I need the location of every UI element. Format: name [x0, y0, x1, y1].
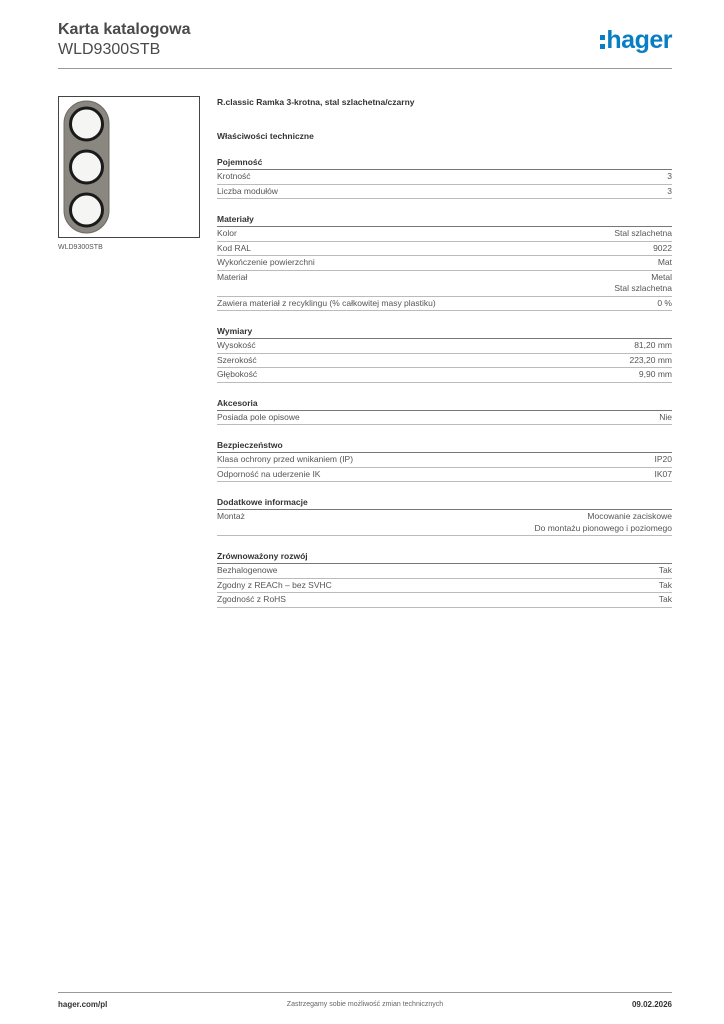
spec-value: IK07 [654, 468, 672, 479]
spec-value: 3 [667, 171, 672, 181]
spec-value: IP20 [654, 454, 672, 464]
footer-date: 09.02.2026 [631, 1000, 672, 1009]
spec-row [217, 227, 672, 242]
spec-label: Kolor [217, 228, 237, 238]
spec-section [217, 397, 672, 426]
spec-label: Posiada pole opisowe [217, 411, 300, 422]
spec-row [217, 564, 672, 579]
footer-disclaimer: Zastrzegamy sobie możliwość zmian technicznych [286, 1001, 444, 1008]
spec-label: Krotność [217, 171, 251, 181]
spec-value: 223,20 mm [629, 354, 672, 365]
spec-value: Metal Stal szlachetna [614, 271, 672, 293]
spec-label: Materiał [217, 271, 248, 282]
section-heading: Pojemność [217, 156, 672, 170]
spec-value: Mocowanie zaciskowe Do montażu pionowego i poziomego [534, 511, 672, 533]
spec-value: Mat [657, 257, 672, 267]
section-heading: Bezpieczeństwo [217, 439, 672, 453]
spec-row [217, 453, 672, 468]
spec-row [217, 468, 672, 483]
spec-row [217, 256, 672, 271]
spec-value: 9022 [653, 242, 672, 253]
spec-label: Bezhalogenowe [217, 565, 278, 575]
spec-label: Głębokość [217, 369, 258, 379]
spec-sections [217, 156, 672, 608]
section-heading: Dodatkowe informacje [217, 496, 672, 510]
spec-row [217, 297, 672, 312]
spec-label: Zgodny z REACh – bez SVHC [217, 579, 332, 590]
spec-label: Liczba modułów [217, 185, 278, 196]
spec-row [217, 185, 672, 200]
spec-row [217, 510, 672, 536]
footer-website-link[interactable]: hager.com/pl [58, 1000, 108, 1009]
spec-value: 9,90 mm [638, 369, 672, 379]
spec-label: Montaż [217, 511, 245, 521]
product-name: R.classic Ramka 3-krotna, stal szlachetna/czarny [217, 97, 415, 107]
spec-row [217, 242, 672, 257]
spec-section [217, 156, 672, 199]
spec-value: Tak [658, 565, 672, 575]
hager-logo [600, 26, 672, 54]
spec-value: 81,20 mm [634, 340, 672, 350]
footer-divider [58, 992, 672, 993]
spec-label: Kod RAL [217, 242, 252, 253]
page-header [58, 20, 672, 70]
spec-row [217, 271, 672, 297]
spec-section [217, 496, 672, 536]
logo-text: hager [606, 26, 672, 54]
spec-row [217, 368, 672, 383]
spec-row [217, 593, 672, 608]
spec-sheet [217, 96, 672, 608]
spec-value: Nie [659, 411, 672, 422]
spec-row [217, 579, 672, 594]
spec-row [217, 411, 672, 426]
product-image [58, 96, 200, 238]
document-title: Karta katalogowa [58, 21, 191, 38]
triple-frame-illustration [59, 97, 199, 237]
product-code: WLD9300STB [58, 41, 161, 58]
spec-value: 0 % [657, 297, 672, 308]
spec-label: Szerokość [217, 354, 257, 365]
spec-row [217, 354, 672, 369]
section-heading: Wymiary [217, 325, 672, 339]
section-heading: Materiały [217, 213, 672, 227]
section-heading: Akcesoria [217, 397, 672, 411]
section-heading: Zrównoważony rozwój [217, 550, 672, 564]
spec-label: Wykończenie powierzchni [217, 257, 315, 267]
header-divider [58, 68, 672, 69]
spec-section [217, 439, 672, 482]
spec-label: Zgodność z RoHS [217, 594, 286, 604]
page-footer [58, 992, 672, 1011]
spec-value: Tak [658, 579, 672, 590]
spec-section [217, 213, 672, 311]
spec-section [217, 550, 672, 608]
image-caption: WLD9300STB [58, 244, 103, 251]
spec-row [217, 339, 672, 354]
spec-label: Klasa ochrony przed wnikaniem (IP) [217, 454, 354, 464]
spec-label: Wysokość [217, 340, 256, 350]
spec-row [217, 170, 672, 185]
technical-properties-heading: Właściwości techniczne [217, 131, 314, 141]
spec-label: Odporność na uderzenie IK [217, 468, 321, 479]
spec-label: Zawiera materiał z recyklingu (% całkowitej masy plastiku) [217, 297, 436, 308]
spec-value: 3 [667, 185, 672, 196]
spec-value: Stal szlachetna [614, 228, 672, 238]
spec-section [217, 325, 672, 383]
logo-colon-icon [600, 35, 605, 49]
spec-value: Tak [658, 594, 672, 604]
